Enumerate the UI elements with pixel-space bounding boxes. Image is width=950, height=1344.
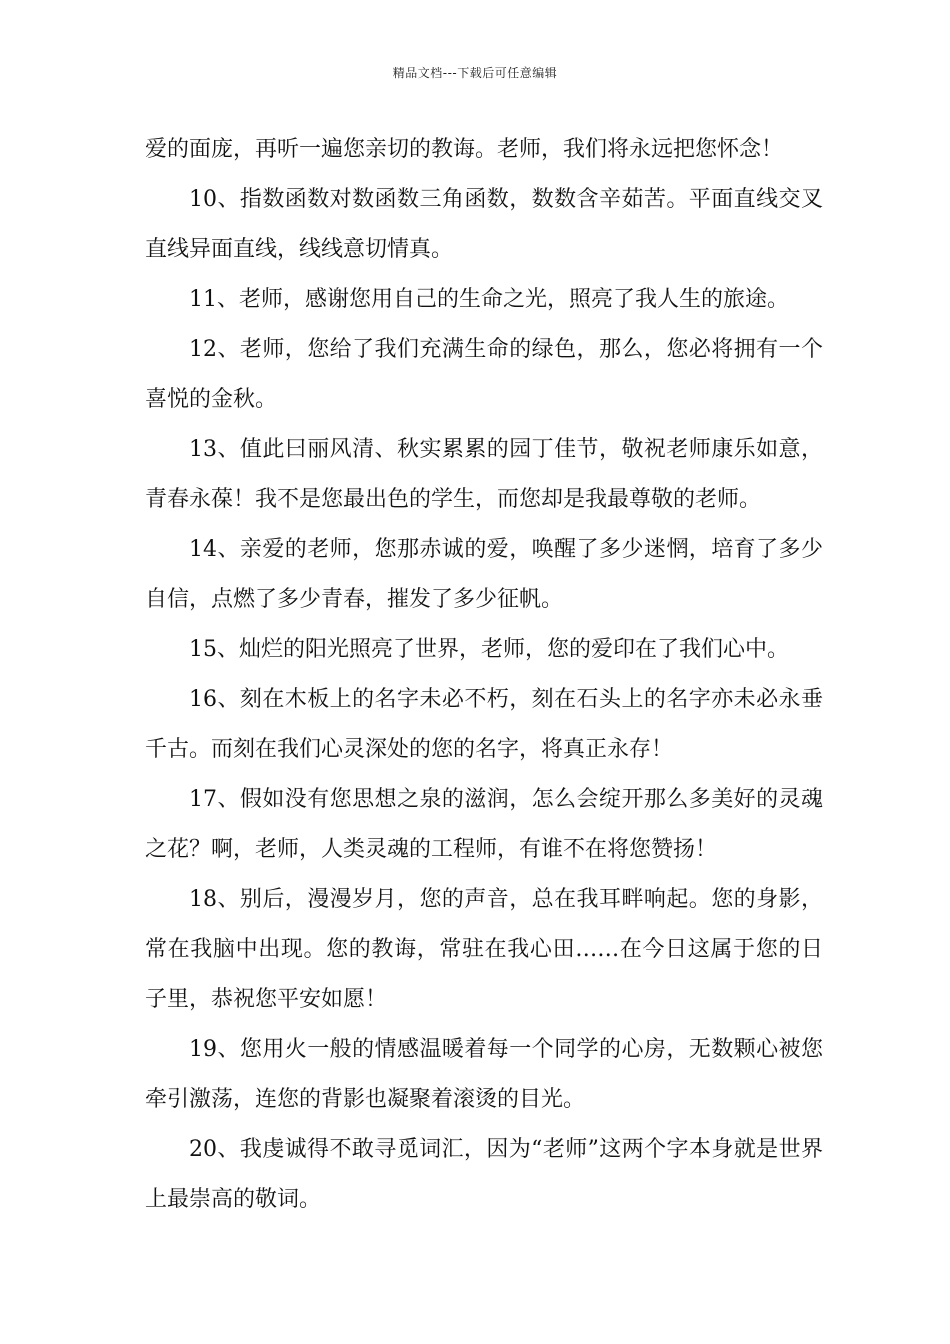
paragraph-item-19: 19、您用火一般的情感温暖着每一个同学的心房，无数颗心被您牵引激荡，连您的背影也凝聚着滚烫的目光。 bbox=[145, 1037, 823, 1112]
paragraph-item-12: 12、老师，您给了我们充满生命的绿色，那么，您必将拥有一个喜悦的金秋。 bbox=[145, 337, 823, 412]
paragraph-item-18: 18、别后，漫漫岁月，您的声音，总在我耳畔响起。您的身影，常在我脑中出现。您的教诲，常驻在我心田……在今日这属于您的日子里，恭祝您平安如愿！ bbox=[145, 887, 823, 1012]
paragraph-item-13: 13、值此曰丽风清、秋实累累的园丁佳节，敬祝老师康乐如意，青春永葆！我不是您最出色的学生，而您却是我最尊敬的老师。 bbox=[145, 437, 823, 512]
page-header: 精品文档---下载后可任意编辑 bbox=[392, 66, 558, 80]
paragraph-item-17: 17、假如没有您思想之泉的滋润，怎么会绽开那么多美好的灵魂之花？啊，老师，人类灵魂的工程师，有谁不在将您赞扬！ bbox=[145, 787, 823, 862]
paragraph-item-20: 20、我虔诚得不敢寻觅词汇，因为“老师”这两个字本身就是世界上最崇高的敬词。 bbox=[145, 1137, 823, 1212]
paragraph-continuation: 爱的面庞，再听一遍您亲切的教诲。老师，我们将永远把您怀念！ bbox=[145, 137, 784, 162]
paragraph-item-16: 16、刻在木板上的名字未必不朽，刻在石头上的名字亦未必永垂千古。而刻在我们心灵深处的您的名字，将真正永存！ bbox=[145, 687, 823, 762]
paragraph-item-15: 15、灿烂的阳光照亮了世界，老师，您的爱印在了我们心中。 bbox=[189, 637, 789, 662]
paragraph-item-11: 11、老师，感谢您用自己的生命之光，照亮了我人生的旅途。 bbox=[189, 287, 789, 312]
paragraph-item-14: 14、亲爱的老师，您那赤诚的爱，唤醒了多少迷惘，培育了多少自信，点燃了多少青春，摧发了多少征帆。 bbox=[145, 537, 823, 612]
document-body bbox=[145, 125, 823, 1225]
paragraph-item-10: 10、指数函数对数函数三角函数，数数含辛茹苦。平面直线交叉直线异面直线，线线意切情真。 bbox=[145, 187, 823, 262]
